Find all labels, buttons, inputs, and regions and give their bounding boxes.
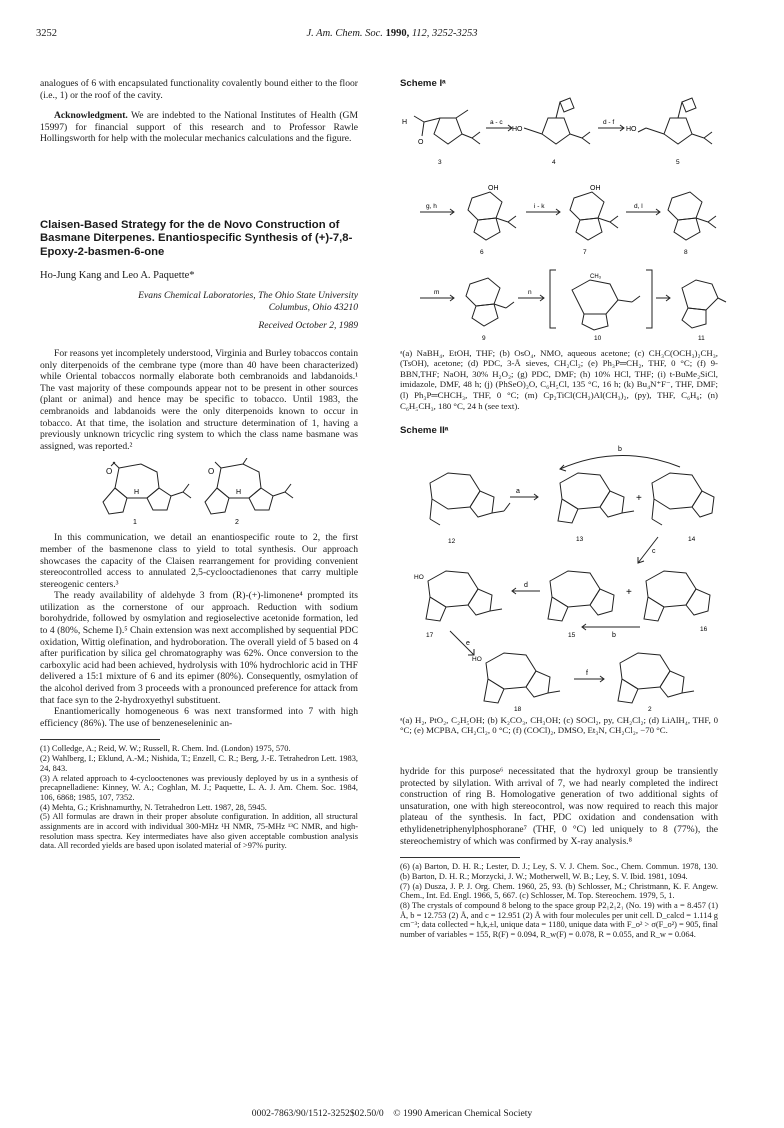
- ring-17c: [426, 597, 446, 621]
- compound-label-7: 7: [583, 248, 587, 256]
- footnote-2: (2) Wahlberg, I.; Eklund, A.-M.; Nishida, T.; Enzell, C. R.; Berg, J.-E. Tetrahedron Lett. 1983, 24, 843.: [40, 754, 358, 773]
- ring-8: [674, 218, 700, 240]
- lactone-8: [668, 192, 702, 220]
- ack-label: Acknowledgment.: [54, 110, 128, 122]
- compound-label-11: 11: [698, 334, 705, 342]
- footnote-3: (3) A related approach to 4-cyclooctenones was previously deployed by us in a synthesis of precapnelladiene: Kinney, W. A.; Coghlan, M. J.; Paquette, L. A. J. Am. Chem. Soc. 1984, 106, 6868; 1985, 107, 7352.: [40, 773, 358, 802]
- lactone-6: [468, 192, 502, 220]
- ho-label-18: HO: [472, 655, 482, 663]
- ring-13c: [558, 499, 578, 523]
- scheme-2-title: Scheme IIᵃ: [400, 425, 449, 437]
- ring-15c: [548, 597, 568, 621]
- affiliation: [40, 290, 358, 314]
- approach-paragraph: In this communication, we detail an enantiospecific route to 2, the first member of the basmenone class to yield to total synthesis. Our approach showcases the capacity of the Claisen rearrangement for providing convenient stereocontrolled access to annulated 2,5-cyclooctadienones that carry multiple stereogenic centers.³: [40, 532, 358, 590]
- ack-text: We are indebted to the National Institutes of Health (GM 15997) for financial support of this research and to Professor Rawle Hollingsworth for help with the molecular mechanics calculations and the figure.: [40, 110, 358, 145]
- ring-11: [682, 280, 718, 310]
- footnote-6: (6) (a) Barton, D. H. R.; Lester, D. J.; Ley, S. V. J. Chem. Soc., Chem. Commun. 1978, 130. (b) Barton, D. H. R.; Morzycki, J. W.; Motherwell, W. B.; Ley, S. V. Ibid. 1981, 1094.: [400, 862, 718, 881]
- arrow-a-label-s2: a: [516, 487, 520, 495]
- ring-3: [434, 118, 462, 144]
- affil-line-1: Evans Chemical Laboratories, The Ohio State University: [138, 289, 358, 301]
- ring-18c: [484, 679, 504, 703]
- compound-label-3: 3: [438, 158, 442, 166]
- arrow-d-l-label: d, l: [634, 202, 643, 210]
- ho-label-5: HO: [626, 125, 637, 133]
- compound-label-12: 12: [448, 537, 456, 545]
- ring-18b: [526, 671, 550, 697]
- acetonide-4: [560, 98, 574, 112]
- issn-code: 0002-7863/90/1512-3252$02.50/0: [251, 1108, 384, 1119]
- continuation-paragraph: hydride for this purpose⁶ necessitated that the hydroxyl group be transiently protected by silylation. With arrival of 7, we had nearly completed the indirect construction of ring B. Homologative generation of two additional sights of unsaturation, one with high stereocontrol, was now required to reach this major plateau of the synthesis. In fact, PDC oxidation and condensation with ethylidenetriphenylphosphorane⁷ (THF, 0 °C) led uniquely to 8 (77%), the stereochemistry of which was confirmed by X-ray analysis.⁸: [400, 765, 718, 847]
- journal-volume: 112,: [411, 28, 430, 39]
- arrow-b-label-top: b: [618, 445, 622, 453]
- left-column: [40, 78, 358, 851]
- intro-paragraph: For reasons yet incompletely understood, Virginia and Burley tobaccos contain only diterpenoids of the cembrane type (more than 40 have been characterized) while Oriental tobaccos normally elaborate both cembranoids and labdanoids.¹ The vast majority of these compounds appear not to be present in other sources (plant or animal) and hence may be specific to tobacco. Until 1983, the cembranoids and labdanoids were the only diterpenoids known to occur in tobacco. At that time, the isolation and structure determination of 1, having a previously unknown tricyclic ring system to which the class name basmane was assigned, was reported.²: [40, 347, 358, 452]
- journal-citation: [36, 28, 748, 39]
- arrow-g-h-label: g, h: [426, 202, 437, 210]
- footnote-1: (1) Colledge, A.; Reid, W. W.; Russell, R. Chem. Ind. (London) 1975, 570.: [40, 744, 291, 754]
- page-number: 3252: [36, 28, 57, 39]
- acetonide-5: [682, 98, 696, 112]
- ring-9b: [472, 304, 498, 326]
- compound-label-4: 4: [552, 158, 556, 166]
- arrow-c-label: c: [652, 547, 656, 555]
- bracket-right: [646, 270, 652, 328]
- compound-label-14: 14: [688, 535, 696, 543]
- scheme-1-caption: ᵃ(a) NaBH₄, EtOH, THF; (b) OsO₄, NMO, aqueous acetone; (c) CH₃C(OCH₃)₂CH₃, (TsOH), acetone; (d) PDC, 3-Å sieves, CH₂Cl₂; (e) Ph₃P═CH₂, THF, 0 °C; (f) 9-BBN,THF; NaOH, 30% H₂O₂; (g) PDC, DMF; (h) 10% HCl, THF; (i) t-BuMe₂SiCl, imidazole, DMF, 48 h; (j) (PhSeO)₂O, C₆H₅Cl, 135 °C, 16 h; (k) Bu₄N⁺F⁻, THF, DMF; (l) Ph₃P═CHCH₃, THF, 0 °C; (m) Cp₂TiCl(CH₂)Al(CH₃)₂, (py), THF, C₆H₆; (n) C₆H₅CH₃, 180 °C, 24 h (see text).: [400, 347, 718, 411]
- ring-17b: [468, 589, 492, 615]
- ring-c-1: [147, 488, 171, 510]
- article-authors: Ho-Jung Kang and Leo A. Paquette*: [40, 270, 195, 282]
- compound-label-16: 16: [700, 625, 708, 633]
- plus-sign-1: +: [636, 492, 642, 504]
- aldehyde-o-label: O: [418, 138, 424, 146]
- compound-label-18: 18: [514, 705, 522, 713]
- ring-11b: [682, 308, 706, 328]
- h-label-1: H: [134, 489, 140, 497]
- ring-12b: [470, 491, 494, 517]
- compound-label-13: 13: [576, 535, 584, 543]
- footnote-5: (5) All formulas are drawn in their proper absolute configuration. In addition, all structural assignments are in accord with individual 300-MHz ¹H NMR, 75-MHz ¹³C NMR, and high-resolution mass spectra. Key intermediates have also given acceptable combustion analysis data. All recorded yields are based upon isolated material of >97% purity.: [40, 812, 358, 851]
- affil-line-2: Columbus, Ohio 43210: [268, 301, 358, 313]
- journal-year: 1990,: [385, 28, 410, 39]
- oxo-label-1: O: [106, 467, 113, 477]
- ring-16b: [686, 589, 710, 615]
- compound-label-2-final: 2: [648, 705, 652, 713]
- scheme-1-diagram: [400, 94, 730, 346]
- compound-label-6: 6: [480, 248, 484, 256]
- arrow-d-f-label: d - f: [603, 118, 615, 126]
- synthesis-paragraph: The ready availability of aldehyde 3 from (R)-(+)-limonene⁴ prompted its utilization as the cornerstone of our approach. Reduction with sodium borohydride, followed by osmylation and regioselective acetonide formation, led to 4 (80%, Scheme I).⁵ Chain extension was next accomplished by sequential PDC oxidation, Wittig olefination, and hydroboration. The overall yield of 5 based on 4 after purification by silica gel chromatography was 62%. Once conversion to the carboxylic acid had been achieved, hydrolysis with 10% hydrochloric acid in THF delivered a 15:1 mixture of 6 and its epimer (80%). Consequently, osmylation of the alcohol derived from 3 proceeds with a pronounced preference for attack from that face syn to the 2-hydroxyethyl substituent.: [40, 590, 358, 706]
- prev-article-tail: analogues of 6 with encapsulated functionality covalently bound either to the floor (i.e., 1) or the roof of the cavity.: [40, 78, 358, 101]
- copyright: © 1990 American Chemical Society: [393, 1108, 533, 1119]
- footnote-4: (4) Mehta, G.; Krishnamurthy, N. Tetrahedron Lett. 1987, 28, 5945.: [40, 802, 267, 812]
- ring-c-2: [249, 488, 273, 510]
- oxo-label-2: O: [208, 467, 215, 477]
- arrow-m-label: m: [434, 288, 440, 296]
- compound-label-17: 17: [426, 631, 434, 639]
- ring-4: [542, 118, 570, 144]
- arrow-e-label: e: [466, 639, 470, 647]
- arrow-f-label: f: [586, 669, 588, 677]
- scheme-2-diagram: [400, 441, 718, 713]
- right-column: [400, 78, 718, 940]
- compound-label-5: 5: [676, 158, 680, 166]
- received-date: Received October 2, 1989: [258, 320, 358, 332]
- ring-a-2: [205, 488, 229, 514]
- page-footer: [0, 1108, 784, 1119]
- running-header: [36, 28, 748, 44]
- article-title: Claisen-Based Strategy for the de Novo Construction of Basmane Diterpenes. Enantiospecific Synthesis of (+)-7,8-Epoxy-2-basmen-6-one: [40, 218, 353, 258]
- bracket-left: [550, 270, 556, 328]
- arrow-d-label-s2: d: [524, 581, 528, 589]
- transformation-paragraph: Enantiomerically homogeneous 6 was next transformed into 7 with high efficiency (86%). The use of benzeneseleninic an-: [40, 706, 358, 729]
- compound-label-8: 8: [684, 248, 688, 256]
- oh-label-6: OH: [488, 184, 499, 192]
- ring-7: [576, 218, 602, 240]
- compound-label-1: 1: [133, 519, 137, 527]
- ring-16c: [644, 597, 664, 621]
- compound-label-15: 15: [568, 631, 576, 639]
- ring-15b: [590, 589, 614, 615]
- compound-label-2: 2: [235, 519, 239, 527]
- plus-sign-2: +: [626, 586, 632, 598]
- arrow-i-k-label: i - k: [534, 202, 545, 210]
- aldehyde-h-label: H: [402, 118, 408, 126]
- ring-13b: [600, 491, 624, 517]
- ring-2c: [618, 679, 638, 703]
- journal-name: J. Am. Chem. Soc.: [306, 28, 383, 39]
- ch3-label-10: CH₃: [590, 273, 602, 280]
- journal-pages: 3252-3253: [432, 28, 478, 39]
- ring-14b: [692, 491, 714, 517]
- ring-10b: [582, 314, 608, 330]
- ring-a-1: [103, 488, 127, 514]
- oh-label-7: OH: [590, 184, 601, 192]
- compound-label-10: 10: [594, 334, 602, 342]
- ring-9: [466, 278, 500, 306]
- ring-6: [474, 218, 500, 240]
- scheme-1-title: Scheme Iᵃ: [400, 78, 446, 89]
- h-label-2: H: [236, 489, 242, 497]
- arrow-n-label: n: [528, 288, 532, 296]
- ho-label-4: HO: [512, 125, 523, 133]
- acknowledgment: [40, 110, 358, 145]
- ho-label-17: HO: [414, 573, 424, 581]
- footnote-7: (7) (a) Dusza, J. P. J. Org. Chem. 1960, 25, 93. (b) Schlosser, M.; Christmann, K. F. Angew. Chem., Int. Ed. Engl. 1966, 5, 667. (c) Schlosser, M. Top. Stereochem. 1979, 5, 1.: [400, 881, 718, 901]
- ring-5: [664, 118, 692, 144]
- ring-2b: [660, 671, 684, 697]
- lactone-7: [570, 192, 604, 220]
- arrow-b-label-bottom: b: [612, 631, 616, 639]
- scheme-2-caption: ᵃ(a) H₂, PtO₂, C₂H₅OH; (b) K₂CO₃, CH₃OH; (c) SOCl₂, py, CH₂Cl₂; (d) LiAlH₄, THF, 0 °C; (e) MCPBA, CH₂Cl₂, 0 °C; (f) (COCl)₂, DMSO, Et₃N, CH₂Cl₂, −70 °C.: [400, 714, 718, 736]
- ring-10: [572, 280, 618, 314]
- arrow-a-c-label: a - c: [490, 118, 503, 126]
- structures-1-2: [49, 458, 349, 526]
- footnote-8: (8) The crystals of compound 8 belong to the space group P2₁2₁2₁ (No. 19) with a = 8.457 (1) Å, b = 12.753 (2) Å, and c = 12.951 (2) Å with four molecules per unit cell. D_calcd = 1.114 g cm⁻³; data collected = h,k,±l, unique data = 1180, unique data with F_o² > σ(F_o²) = 905, final number of variables = 155, R(F) = 0.094, R_w(F) = 0.078, R = 0.055, and R_w = 0.064.: [400, 900, 718, 940]
- compound-label-9: 9: [482, 334, 486, 342]
